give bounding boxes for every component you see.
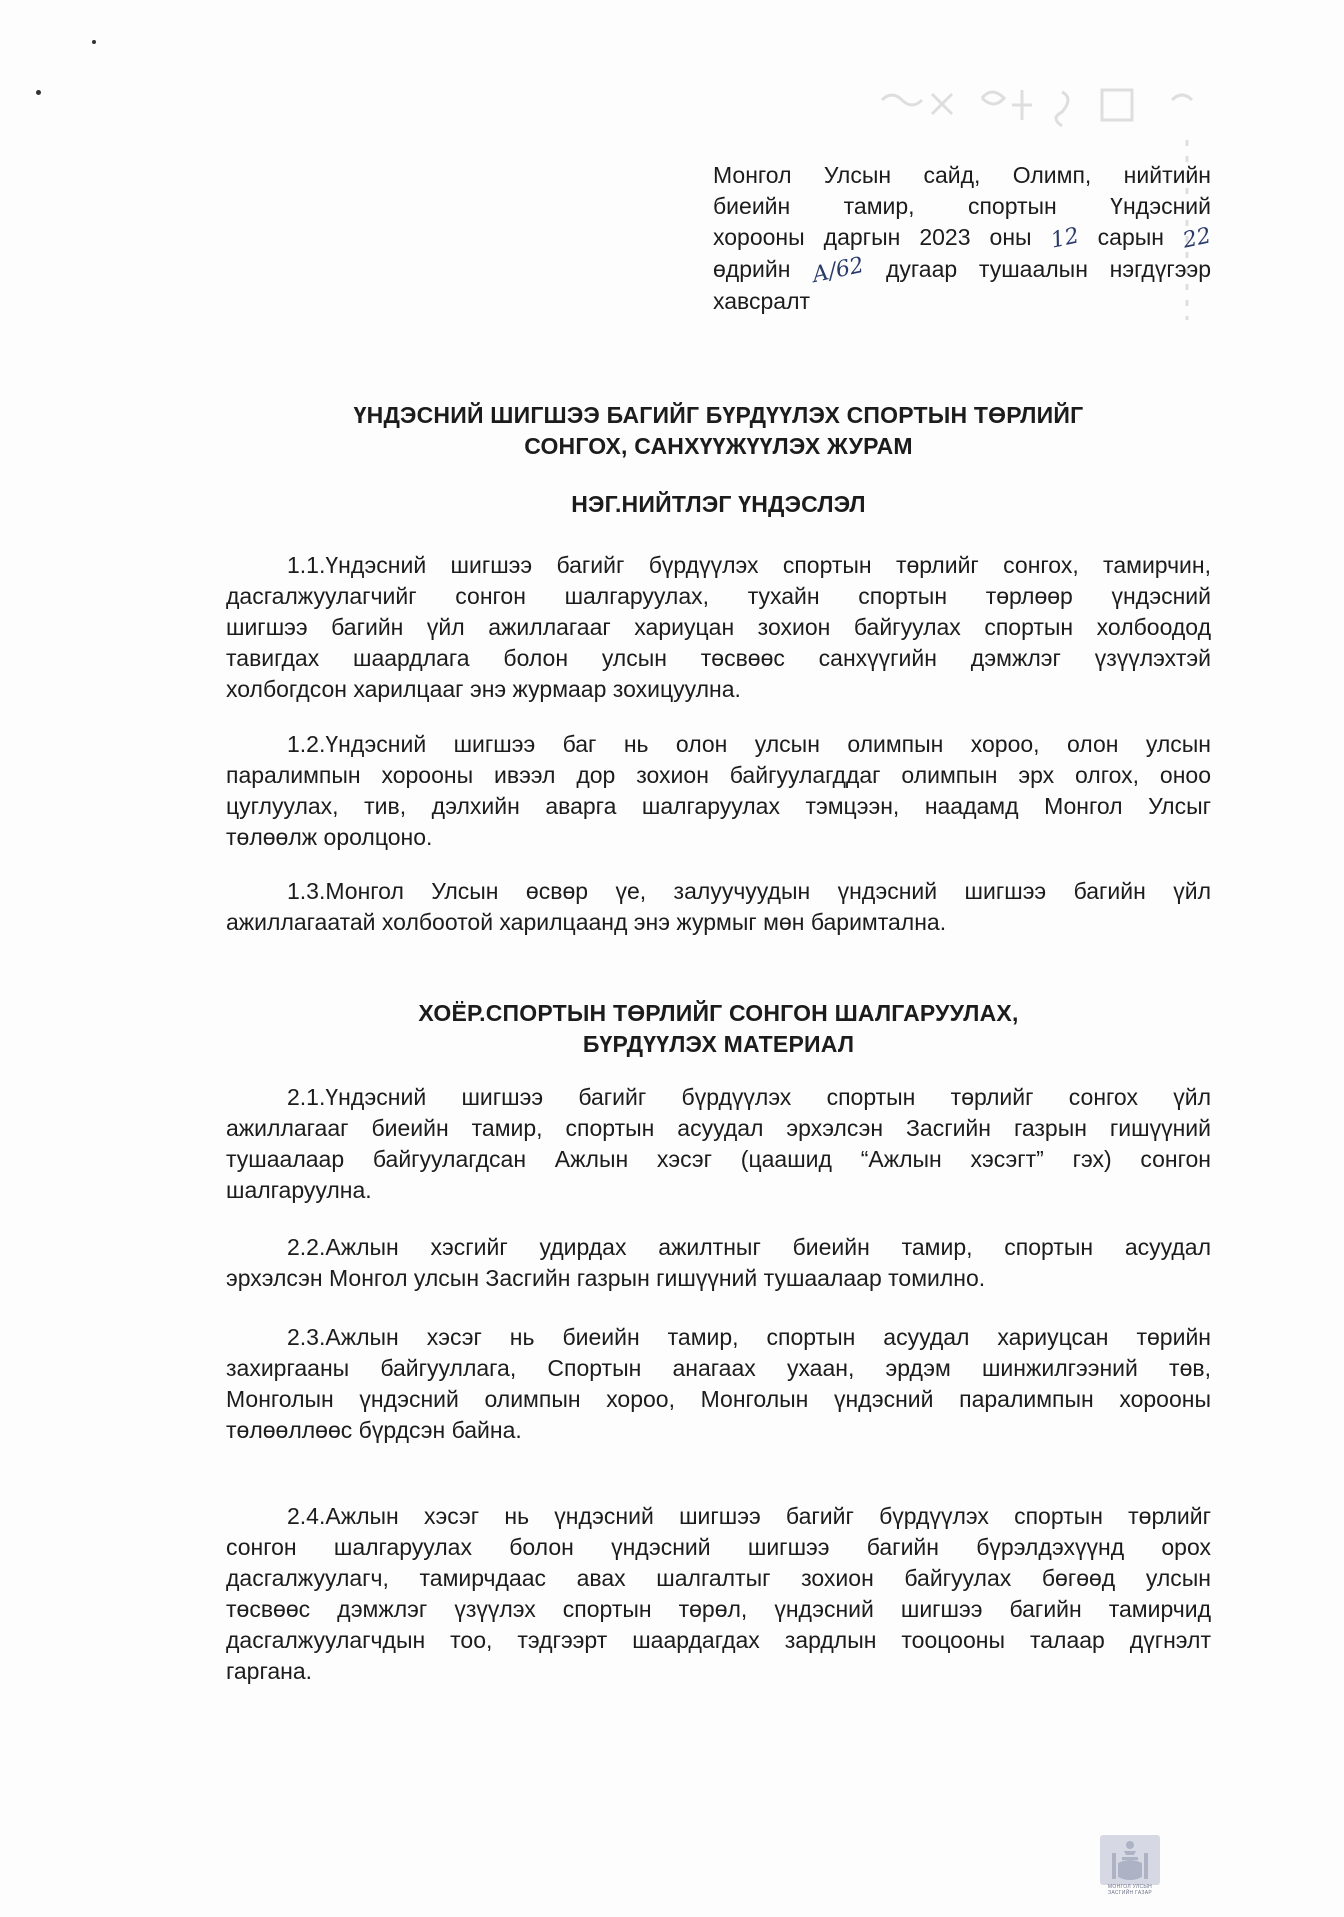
annex-line-5: хавсралт xyxy=(713,288,811,314)
annex-line-3 xyxy=(713,222,1214,254)
paragraph-line: төсвөөс дэмжлэг үзүүлэх спортын төрөл, үндэсний шигшээ багийн тамирчид xyxy=(226,1596,1211,1622)
paragraph-line: холбогдсон харилцааг энэ журмаар зохицуулна. xyxy=(226,676,741,702)
paragraph-line: цуглуулах, тив, дэлхийн аварга шалгаруулах тэмцээн, наадамд Монгол Улсыг xyxy=(226,793,1211,819)
annex-line-2: биеийн тамир, спортын Үндэсний xyxy=(713,193,1211,219)
paragraph-1-2 xyxy=(226,729,1211,853)
emblem-label xyxy=(1096,1884,1164,1896)
paragraph-2-3 xyxy=(226,1322,1211,1446)
paragraph-2-4 xyxy=(226,1501,1211,1687)
paragraph-line: төлөөллөөс бүрдсэн байна. xyxy=(226,1417,522,1443)
paragraph-line: паралимпын хорооны ивээл дор зохион байгуулагддаг олимпын эрх олгох, оноо xyxy=(226,762,1211,788)
annex-line-3-month-word: сарын xyxy=(1097,224,1164,250)
annex-line-4-day-word: өдрийн xyxy=(713,256,791,282)
paragraph-line: тавигдах шаардлага болон улсын төсвөөс санхүүгийн дэмжлэг үзүүлэхтэй xyxy=(226,645,1211,671)
handwritten-number: А/62 xyxy=(810,252,867,289)
paragraph-2-1 xyxy=(226,1082,1211,1206)
emblem-label-line-2: ЗАСГИЙН ГАЗАР xyxy=(1108,1890,1152,1896)
handwritten-day: 22 xyxy=(1180,223,1214,254)
handwritten-month: 12 xyxy=(1048,223,1081,254)
paragraph-2-2 xyxy=(226,1232,1211,1294)
annex-reference xyxy=(713,160,1214,317)
document-title xyxy=(226,400,1211,462)
section-2-heading-line-1: ХОЁР.СПОРТЫН ТӨРЛИЙГ СОНГОН ШАЛГАРУУЛАХ, xyxy=(418,1000,1019,1026)
paragraph-1-3 xyxy=(226,876,1211,938)
scan-speck xyxy=(36,90,41,95)
paragraph-line: дасгалжуулагч, тамирчдаас авах шалгалтыг зохион байгуулах бөгөөд улсын xyxy=(226,1565,1211,1591)
paragraph-line: сонгон шалгаруулах болон үндэсний шигшээ багийн бүрэлдэхүүнд орох xyxy=(226,1534,1211,1560)
paragraph-line: ажиллагааг биеийн тамир, спортын асуудал эрхэлсэн Засгийн газрын гишүүний xyxy=(226,1115,1211,1141)
paragraph-line: 2.1.Үндэсний шигшээ багийг бүрдүүлэх спортын төрлийг сонгох үйл xyxy=(287,1084,1211,1110)
paragraph-line: дасгалжуулагчийг сонгон шалгаруулах, тухайн спортын төрлөөр үндэсний xyxy=(226,583,1211,609)
paragraph-line: шалгаруулна. xyxy=(226,1177,372,1203)
paragraph-line: 1.2.Үндэсний шигшээ баг нь олон улсын олимпын хороо, олон улсын xyxy=(287,731,1211,757)
paragraph-line: 1.3.Монгол Улсын өсвөр үе, залуучуудын үндэсний шигшээ багийн үйл xyxy=(287,878,1211,904)
section-2-heading xyxy=(226,998,1211,1060)
annex-line-3-text: хорооны даргын 2023 оны xyxy=(713,224,1032,250)
emblem-label-line-1: МОНГОЛ УЛСЫН xyxy=(1107,1884,1153,1890)
paragraph-line: захиргааны байгууллага, Спортын анагаах ухаан, эрдэм шинжилгээний төв, xyxy=(226,1355,1211,1381)
paragraph-line: 2.4.Ажлын хэсэг нь үндэсний шигшээ багийг бүрдүүлэх спортын төрлийг xyxy=(287,1503,1211,1529)
paragraph-line: 1.1.Үндэсний шигшээ багийг бүрдүүлэх спортын төрлийг сонгох, тамирчин, xyxy=(287,552,1211,578)
scan-speck xyxy=(92,40,96,44)
paragraph-line: дасгалжуулагчдын тоо, тэдгээрт шаардагдах зардлын тооцооны талаар дүгнэлт xyxy=(226,1627,1211,1653)
paragraph-line: эрхэлсэн Монгол улсын Засгийн газрын гишүүний тушаалаар томилно. xyxy=(226,1265,986,1291)
paragraph-line: 2.2.Ажлын хэсгийг удирдах ажилтныг биеийн тамир, спортын асуудал xyxy=(287,1234,1211,1260)
paragraph-line: Монголын үндэсний олимпын хороо, Монголын үндэсний паралимпын хорооны xyxy=(226,1386,1211,1412)
paragraph-1-1 xyxy=(226,550,1211,705)
document-title-line-1: ҮНДЭСНИЙ ШИГШЭЭ БАГИЙГ БҮРДҮҮЛЭХ СПОРТЫН ТӨРЛИЙГ xyxy=(353,402,1084,428)
section-2-heading-line-2: БҮРДҮҮЛЭХ МАТЕРИАЛ xyxy=(582,1031,855,1057)
paragraph-line: 2.3.Ажлын хэсэг нь биеийн тамир, спортын асуудал хариуцсан төрийн xyxy=(287,1324,1211,1350)
annex-line-4 xyxy=(713,252,1212,289)
section-1-heading: НЭГ.НИЙТЛЭГ ҮНДЭСЛЭЛ xyxy=(571,491,866,517)
paragraph-line: гаргана. xyxy=(226,1658,313,1684)
document-title-line-2: СОНГОХ, САНХҮҮЖҮҮЛЭХ ЖУРАМ xyxy=(524,433,913,459)
annex-line-4-text: дугаар тушаалын нэгдүгээр xyxy=(885,256,1212,282)
paragraph-line: ажиллагаатай холбоотой харилцаанд энэ журмыг мөн баримтална. xyxy=(226,909,947,935)
paragraph-line: төлөөлж оролцоно. xyxy=(226,824,433,850)
paragraph-line: шигшээ багийн үйл ажиллагааг хариуцан зохион байгуулах спортын холбоодод xyxy=(226,614,1211,640)
annex-line-1: Монгол Улсын сайд, Олимп, нийтийн xyxy=(713,162,1211,188)
paragraph-line: тушаалаар байгуулагдсан Ажлын хэсэг (цаашид “Ажлын хэсэгт” гэх) сонгон xyxy=(226,1146,1211,1172)
